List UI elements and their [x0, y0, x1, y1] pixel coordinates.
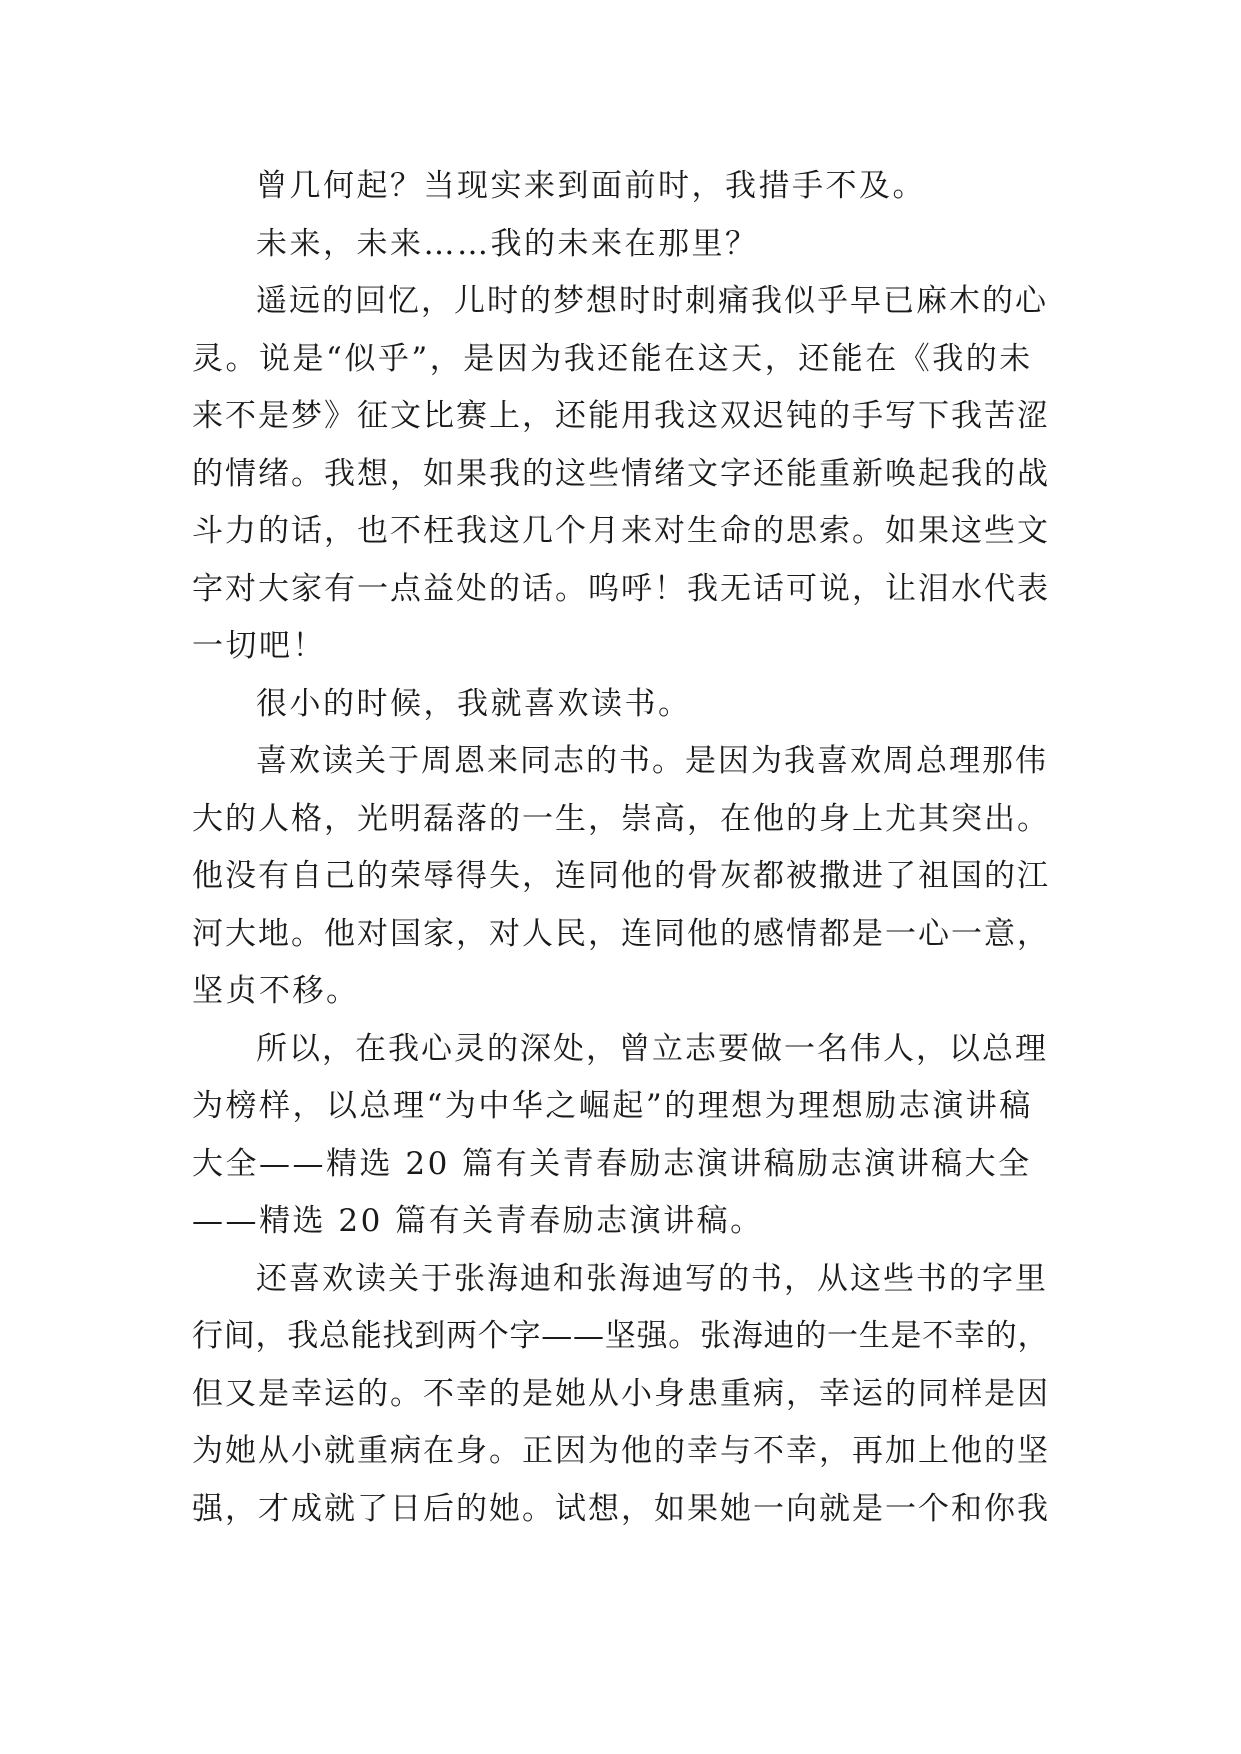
paragraph-line: ——精选 20 篇有关青春励志演讲稿。 [192, 1203, 764, 1239]
paragraph-line: 大全——精选 20 篇有关青春励志演讲稿励志演讲稿大全 [192, 1145, 1032, 1182]
paragraph-line: 的情绪。我想，如果我的这些情绪文字还能重新唤起我的战 [192, 455, 1050, 492]
paragraph-line: 河大地。他对国家，对人民，连同他的感情都是一心一意， [192, 915, 1050, 952]
paragraph-first-line: 很小的时候，我就喜欢读书。 [256, 685, 692, 722]
paragraph-first-line: 未来，未来……我的未来在那里？ [256, 225, 759, 262]
paragraph-line: 他没有自己的荣辱得失，连同他的骨灰都被撒进了祖国的江 [192, 858, 1050, 894]
paragraph-first-line: 喜欢读关于周恩来同志的书。是因为我喜欢周总理那伟 [256, 743, 1048, 779]
paragraph-line: 一切吧！ [192, 628, 326, 664]
paragraph-first-line: 所以，在我心灵的深处，曾立志要做一名伟人，以总理 [256, 1030, 1048, 1067]
paragraph-line: 大的人格，光明磊落的一生，崇高，在他的身上尤其突出。 [192, 800, 1050, 837]
paragraph-line: 为榜样，以总理“为中华之崛起”的理想为理想励志演讲稿 [192, 1088, 1033, 1124]
paragraph-line: 坚贞不移。 [192, 973, 360, 1009]
paragraph-first-line: 遥远的回忆，儿时的梦想时时刺痛我似乎早已麻木的心 [256, 283, 1048, 319]
paragraph-line: 行间，我总能找到两个字——坚强。张海迪的一生是不幸的， [192, 1318, 1050, 1354]
paragraph-first-line: 曾几何起？当现实来到面前时，我措手不及。 [256, 168, 926, 204]
paragraph-line: 但又是幸运的。不幸的是她从小身患重病，幸运的同样是因 [192, 1375, 1050, 1412]
paragraph-line: 灵。说是“似乎”，是因为我还能在这天，还能在《我的未 [192, 340, 1033, 377]
paragraph-line: 来不是梦》征文比赛上，还能用我这双迟钝的手写下我苦涩 [192, 398, 1050, 434]
paragraph-first-line: 还喜欢读关于张海迪和张海迪写的书，从这些书的字里 [256, 1260, 1048, 1297]
paragraph-line: 为她从小就重病在身。正因为他的幸与不幸，再加上他的坚 [192, 1433, 1050, 1469]
paragraph-line: 字对大家有一点益处的话。呜呼！我无话可说，让泪水代表 [192, 570, 1050, 607]
paragraph-line: 斗力的话，也不枉我这几个月来对生命的思索。如果这些文 [192, 513, 1050, 549]
document-body [192, 158, 1052, 1538]
paragraph-line: 强，才成就了日后的她。试想，如果她一向就是一个和你我 [192, 1490, 1050, 1527]
